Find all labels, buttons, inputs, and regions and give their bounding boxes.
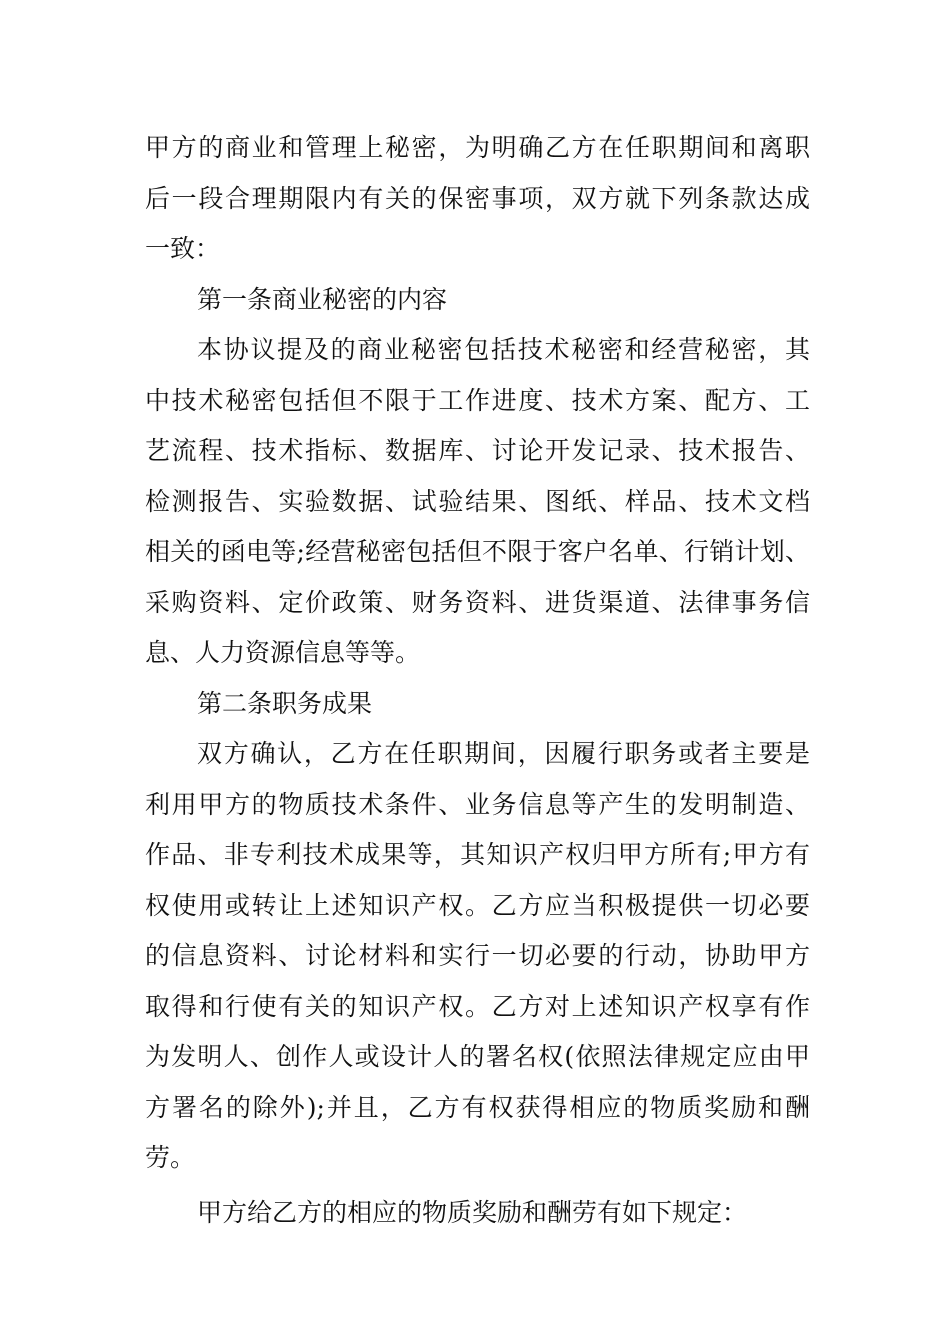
text-line: 艺流程、技术指标、数据库、讨论开发记录、技术报告、 [145, 436, 810, 465]
text-line: 检测报告、实验数据、试验结果、图纸、样品、技术文档 [145, 486, 810, 516]
text-line: 为发明人、创作人或设计人的署名权(依照法律规定应由甲 [145, 1042, 810, 1071]
text-line: 方署名的除外);并且，乙方有权获得相应的物质奖励和酬 [145, 1092, 810, 1122]
section-heading: 第二条职务成果 [197, 688, 373, 718]
text-line: 的信息资料、讨论材料和实行一切必要的行动，协助甲方 [145, 941, 810, 970]
text-line: 甲方的商业和管理上秘密，为明确乙方在任职期间和离职 [145, 133, 810, 162]
paragraph-reward-intro [145, 1188, 810, 1239]
text-line: 中技术秘密包括但不限于工作进度、技术方案、配方、工 [145, 385, 810, 415]
document-page [145, 123, 810, 1238]
text-line: 一致： [145, 234, 221, 263]
paragraph-article-1 [145, 325, 810, 679]
article-2-heading [145, 679, 810, 730]
text-line: 权使用或转让上述知识产权。乙方应当积极提供一切必要 [145, 890, 810, 920]
section-heading: 第一条商业秘密的内容 [197, 284, 448, 314]
text-line: 本协议提及的商业秘密包括技术秘密和经营秘密，其 [197, 335, 810, 364]
text-line: 作品、非专利技术成果等，其知识产权归甲方所有;甲方有 [145, 840, 810, 869]
text-line: 采购资料、定价政策、财务资料、进货渠道、法律事务信 [145, 587, 810, 617]
article-1-heading [145, 275, 810, 326]
text-line: 劳。 [145, 1143, 196, 1172]
paragraph-intro [145, 123, 810, 275]
text-line: 息、人力资源信息等等。 [145, 638, 421, 667]
text-line: 双方确认，乙方在任职期间，因履行职务或者主要是 [197, 739, 810, 768]
text-line: 后一段合理期限内有关的保密事项，双方就下列条款达成 [145, 183, 810, 213]
text-line: 利用甲方的物质技术条件、业务信息等产生的发明制造、 [145, 789, 810, 819]
text-line: 取得和行使有关的知识产权。乙方对上述知识产权享有作 [145, 991, 810, 1021]
paragraph-article-2 [145, 729, 810, 1184]
text-line: 甲方给乙方的相应的物质奖励和酬劳有如下规定： [197, 1197, 748, 1227]
text-line: 相关的函电等;经营秘密包括但不限于客户名单、行销计划、 [145, 537, 810, 566]
